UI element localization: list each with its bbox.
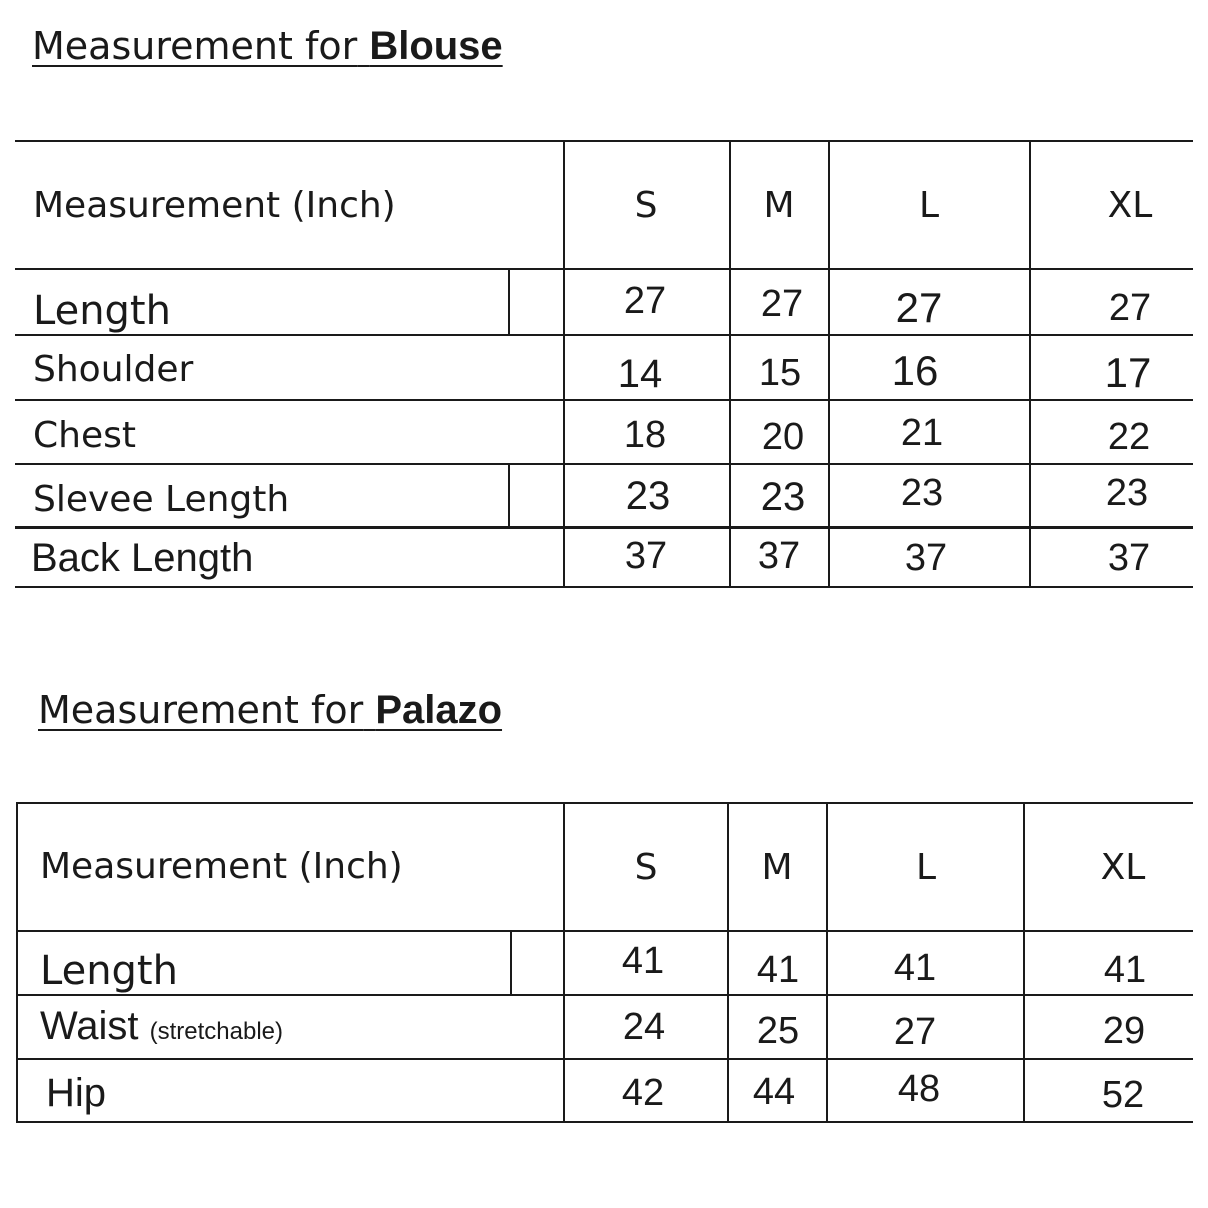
- palazo-cell: 29: [1102, 1010, 1146, 1052]
- blouse-col-divider: [1029, 140, 1031, 588]
- blouse-title-prefix: Measurement for: [32, 24, 358, 68]
- palazo-table-left-border: [16, 802, 18, 1123]
- blouse-cell: 27: [1108, 287, 1152, 329]
- blouse-cell: 21: [900, 412, 944, 454]
- palazo-header-m: M: [761, 847, 793, 888]
- palazo-cell: 41: [893, 947, 937, 989]
- blouse-row-divider: [15, 399, 1193, 401]
- blouse-cell: 22: [1107, 416, 1151, 458]
- blouse-table-top-border: [15, 140, 1193, 142]
- palazo-header-measurement: Measurement (Inch): [40, 846, 403, 887]
- palazo-row-label: Length: [40, 948, 178, 994]
- palazo-row-label: Hip: [46, 1071, 107, 1115]
- blouse-row-label: Shoulder: [33, 349, 194, 390]
- palazo-col-divider: [727, 802, 729, 1123]
- blouse-row-divider: [15, 526, 1193, 529]
- blouse-col-divider: [729, 140, 731, 588]
- palazo-table-top-border: [16, 802, 1193, 804]
- blouse-row-label: Chest: [33, 415, 136, 456]
- palazo-stray-divider: [510, 930, 512, 994]
- palazo-title: [38, 688, 502, 733]
- palazo-title-prefix: Measurement for: [38, 688, 364, 732]
- blouse-table-bottom-border: [15, 586, 1193, 588]
- palazo-header-xl: XL: [1100, 847, 1146, 888]
- palazo-col-divider: [826, 802, 828, 1123]
- blouse-row-divider: [15, 334, 1193, 336]
- palazo-waist-label: Waist: [40, 1004, 139, 1048]
- blouse-header-divider: [15, 268, 1193, 270]
- palazo-cell: 42: [621, 1072, 665, 1114]
- blouse-header-xl: XL: [1107, 185, 1153, 226]
- blouse-cell: 17: [1104, 349, 1152, 396]
- blouse-cell: 37: [904, 537, 948, 579]
- blouse-header-m: M: [763, 185, 795, 226]
- palazo-row-label: [40, 1006, 283, 1046]
- palazo-header-divider: [16, 930, 1193, 932]
- palazo-waist-note: (stretchable): [149, 1018, 284, 1045]
- palazo-title-name: Palazo: [375, 688, 503, 732]
- blouse-cell: 23: [760, 475, 806, 519]
- blouse-stray-divider: [508, 268, 510, 334]
- blouse-cell: 37: [1107, 537, 1151, 579]
- blouse-cell: 23: [625, 474, 671, 518]
- palazo-cell: 24: [622, 1006, 666, 1048]
- blouse-title: [32, 24, 503, 69]
- palazo-table-bottom-border: [16, 1121, 1193, 1123]
- palazo-header-s: S: [634, 847, 658, 888]
- blouse-cell: 27: [760, 283, 804, 325]
- blouse-cell: 27: [895, 284, 943, 331]
- palazo-cell: 41: [1103, 949, 1147, 991]
- palazo-col-divider: [563, 802, 565, 1123]
- blouse-row-label: Length: [33, 288, 171, 334]
- palazo-cell: 25: [756, 1010, 800, 1052]
- palazo-cell: 27: [893, 1011, 937, 1053]
- palazo-cell: 41: [621, 940, 665, 982]
- blouse-cell: 14: [617, 352, 663, 396]
- palazo-col-divider: [1023, 802, 1025, 1123]
- palazo-row-divider: [16, 994, 1193, 996]
- blouse-row-label: Back Length: [31, 536, 254, 580]
- blouse-header-s: S: [634, 185, 658, 226]
- blouse-cell: 20: [761, 416, 805, 458]
- palazo-cell: 48: [897, 1068, 941, 1110]
- blouse-header-measurement: Measurement (Inch): [33, 185, 396, 226]
- blouse-cell: 37: [757, 535, 801, 577]
- blouse-title-name: Blouse: [369, 24, 503, 68]
- palazo-cell: 41: [756, 949, 800, 991]
- blouse-cell: 15: [758, 352, 802, 394]
- blouse-cell: 18: [623, 414, 667, 456]
- blouse-row-divider: [15, 463, 1193, 465]
- palazo-cell: 44: [752, 1071, 796, 1113]
- blouse-row-label: Slevee Length: [33, 479, 290, 520]
- blouse-stray-divider: [508, 463, 510, 526]
- blouse-cell: 16: [891, 347, 939, 394]
- blouse-col-divider: [563, 140, 565, 588]
- palazo-cell: 52: [1101, 1074, 1145, 1116]
- palazo-row-divider: [16, 1058, 1193, 1060]
- blouse-cell: 23: [1105, 472, 1149, 514]
- blouse-cell: 37: [624, 535, 668, 577]
- blouse-cell: 27: [623, 280, 667, 322]
- blouse-cell: 23: [900, 472, 944, 514]
- blouse-header-l: L: [918, 185, 940, 226]
- blouse-col-divider: [828, 140, 830, 588]
- palazo-header-l: L: [915, 847, 937, 888]
